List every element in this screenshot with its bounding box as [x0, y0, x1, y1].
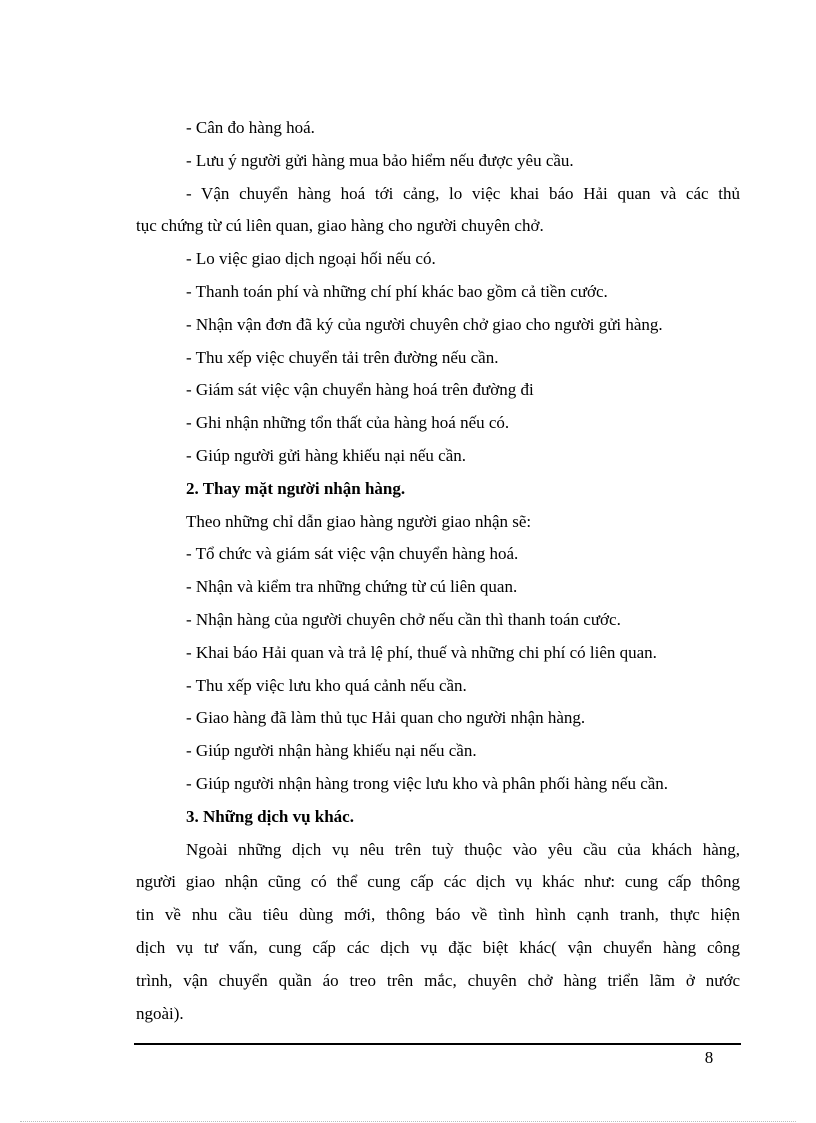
- bullet-line: - Tổ chức và giám sát việc vận chuyển hàng hoá.: [186, 544, 519, 564]
- bullet-line: - Giúp người nhận hàng trong việc lưu kho và phân phối hàng nếu cần.: [186, 773, 669, 793]
- paragraph-line: tin về nhu cầu tiêu dùng mới, thông báo về tình hình cạnh tranh, thực hiện: [136, 905, 740, 925]
- bullet-line: - Cân đo hàng hoá.: [186, 118, 315, 137]
- intro-line: Theo những chỉ dẫn giao hàng người giao nhận sẽ:: [186, 511, 532, 531]
- section-heading: 2. Thay mặt người nhận hàng.: [186, 478, 406, 498]
- bullet-continuation-line: tục chứng từ cú liên quan, giao hàng cho người chuyên chở.: [136, 216, 544, 236]
- paragraph-line: dịch vụ tư vấn, cung cấp các dịch vụ đặc biệt khác( vận chuyển hàng công: [136, 937, 740, 957]
- bullet-line: - Nhận vận đơn đã ký của người chuyên chở giao cho người gửi hàng.: [186, 314, 663, 334]
- bullet-line: - Giám sát việc vận chuyển hàng hoá trên đường đi: [186, 380, 534, 400]
- bullet-line: - Thu xếp việc lưu kho quá cảnh nếu cần.: [186, 675, 467, 695]
- page-number: 8: [704, 1048, 714, 1067]
- bullet-line: - Giao hàng đã làm thủ tục Hải quan cho người nhận hàng.: [186, 708, 586, 728]
- bullet-line: - Ghi nhận những tổn thất của hàng hoá nếu có.: [186, 413, 510, 433]
- bullet-line: - Nhận hàng của người chuyên chở nếu cần thì thanh toán cước.: [186, 609, 621, 629]
- body-text: [136, 112, 740, 1030]
- bullet-line: - Khai báo Hải quan và trả lệ phí, thuế và những chi phí có liên quan.: [186, 642, 657, 662]
- bullet-line: - Lưu ý người gửi hàng mua bảo hiểm nếu được yêu cầu.: [186, 150, 574, 170]
- footer-divider: [134, 1043, 741, 1045]
- section-heading: 3. Những dịch vụ khác.: [186, 806, 354, 826]
- paragraph-line: trình, vận chuyển quần áo treo trên mắc, chuyên chở hàng triển lãm ở nước: [136, 970, 740, 990]
- bullet-line: - Nhận và kiểm tra những chứng từ cú liên quan.: [186, 577, 518, 597]
- bullet-line: - Thanh toán phí và những chí phí khác bao gồm cả tiền cước.: [186, 281, 608, 301]
- bullet-line: - Thu xếp việc chuyển tải trên đường nếu cần.: [186, 347, 499, 367]
- paragraph-line: người giao nhận cũng có thể cung cấp các dịch vụ khác như: cung cấp thông: [136, 872, 740, 892]
- bullet-line: - Vận chuyển hàng hoá tới cảng, lo việc khai báo Hải quan và các thủ: [186, 183, 740, 203]
- bullet-line: - Giúp người nhận hàng khiếu nại nếu cần.: [186, 741, 477, 761]
- bullet-line: - Giúp người gửi hàng khiếu nại nếu cần.: [186, 445, 466, 465]
- paragraph-last-line: ngoài).: [136, 1003, 184, 1023]
- page-bottom-border: [20, 1121, 796, 1122]
- bullet-line: - Lo việc giao dịch ngoại hối nếu có.: [186, 249, 436, 269]
- paragraph-line: Ngoài những dịch vụ nêu trên tuỳ thuộc vào yêu cầu của khách hàng,: [186, 839, 740, 859]
